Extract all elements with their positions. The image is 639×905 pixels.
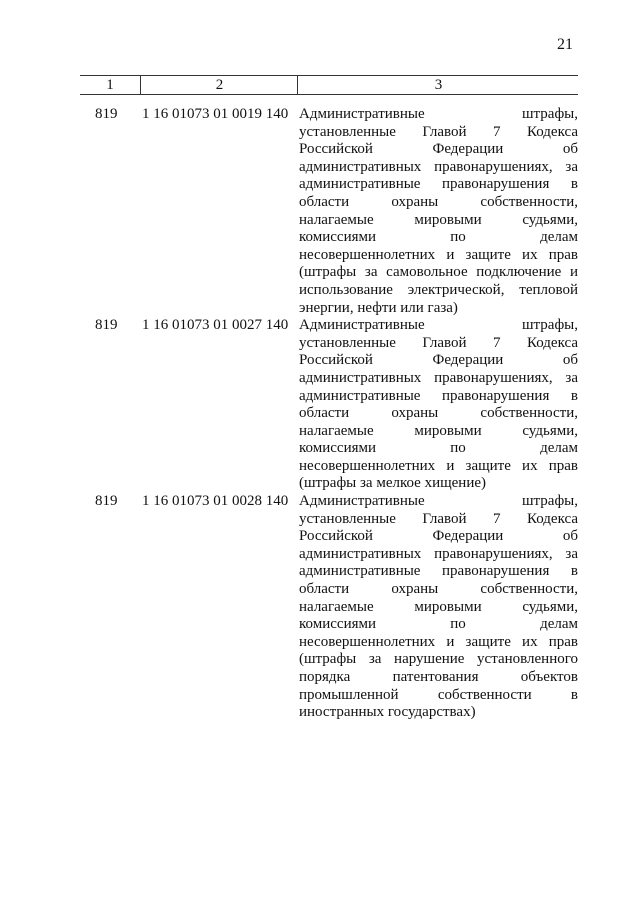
description-line: энергии, нефти или газа) <box>299 299 458 316</box>
description-line: административные правонарушения в <box>299 176 578 193</box>
description-line: промышленной собственности в <box>299 686 578 703</box>
description-line: административных правонарушениях, за <box>299 369 578 386</box>
description-line: налагаемые мировыми судьями, <box>299 422 578 439</box>
description-line: (штрафы за мелкое хищение) <box>299 475 487 492</box>
description-line: налагаемые мировыми судьями, <box>299 598 578 615</box>
column-header-3: 3 <box>297 76 579 94</box>
description-cell <box>299 317 578 493</box>
description-line: Российской Федерации об <box>299 141 578 158</box>
description-line: несовершеннолетних и защите их прав <box>299 457 578 474</box>
description-line: установленные Главой 7 Кодекса <box>299 510 578 527</box>
admin-code-cell: 819 <box>95 493 118 510</box>
description-line: Административные штрафы, <box>299 317 578 334</box>
description-line: административные правонарушения в <box>299 387 578 404</box>
description-line: Административные штрафы, <box>299 493 578 510</box>
description-line: (штрафы за самовольное подключение и <box>299 264 578 281</box>
budget-code-cell: 1 16 01073 01 0019 140 <box>142 106 289 122</box>
description-line: порядка патентования объектов <box>299 669 578 685</box>
description-line: несовершеннолетних и защите их прав <box>299 246 578 263</box>
description-cell <box>299 106 578 317</box>
table-row <box>80 317 578 493</box>
description-cell <box>299 493 578 722</box>
table-body <box>80 106 578 722</box>
description-line: области охраны собственности, <box>299 405 578 422</box>
budget-code-cell: 1 16 01073 01 0027 140 <box>142 317 289 334</box>
description-line: Российской Федерации об <box>299 352 578 369</box>
description-line: административных правонарушениях, за <box>299 158 578 175</box>
column-header-1: 1 <box>106 77 114 93</box>
description-line: несовершеннолетних и защите их прав <box>299 633 578 650</box>
column-header-2: 2 <box>140 76 298 94</box>
description-line: установленные Главой 7 Кодекса <box>299 123 578 140</box>
admin-code-cell: 819 <box>95 317 118 334</box>
description-line: области охраны собственности, <box>299 193 578 210</box>
table-row <box>80 106 578 317</box>
revenue-codes-table <box>80 75 578 721</box>
description-line: установленные Главой 7 Кодекса <box>299 334 578 351</box>
description-line: административных правонарушениях, за <box>299 545 578 562</box>
description-line: административные правонарушения в <box>299 563 578 580</box>
admin-code-cell: 819 <box>95 106 118 122</box>
description-line: налагаемые мировыми судьями, <box>299 211 578 228</box>
description-line: (штрафы за нарушение установленного <box>299 651 578 668</box>
description-line: комиссиями по делам <box>299 440 578 457</box>
table-header-row <box>80 75 578 95</box>
description-line: комиссиями по делам <box>299 616 578 633</box>
description-line: иностранных государствах) <box>299 704 476 721</box>
description-line: комиссиями по делам <box>299 229 578 246</box>
budget-code-cell: 1 16 01073 01 0028 140 <box>142 493 289 510</box>
description-line: области охраны собственности, <box>299 581 578 598</box>
page-number: 21 <box>557 36 573 53</box>
table-row <box>80 493 578 722</box>
description-line: использование электрической, тепловой <box>299 281 578 298</box>
description-line: Административные штрафы, <box>299 106 578 122</box>
description-line: Российской Федерации об <box>299 528 578 545</box>
